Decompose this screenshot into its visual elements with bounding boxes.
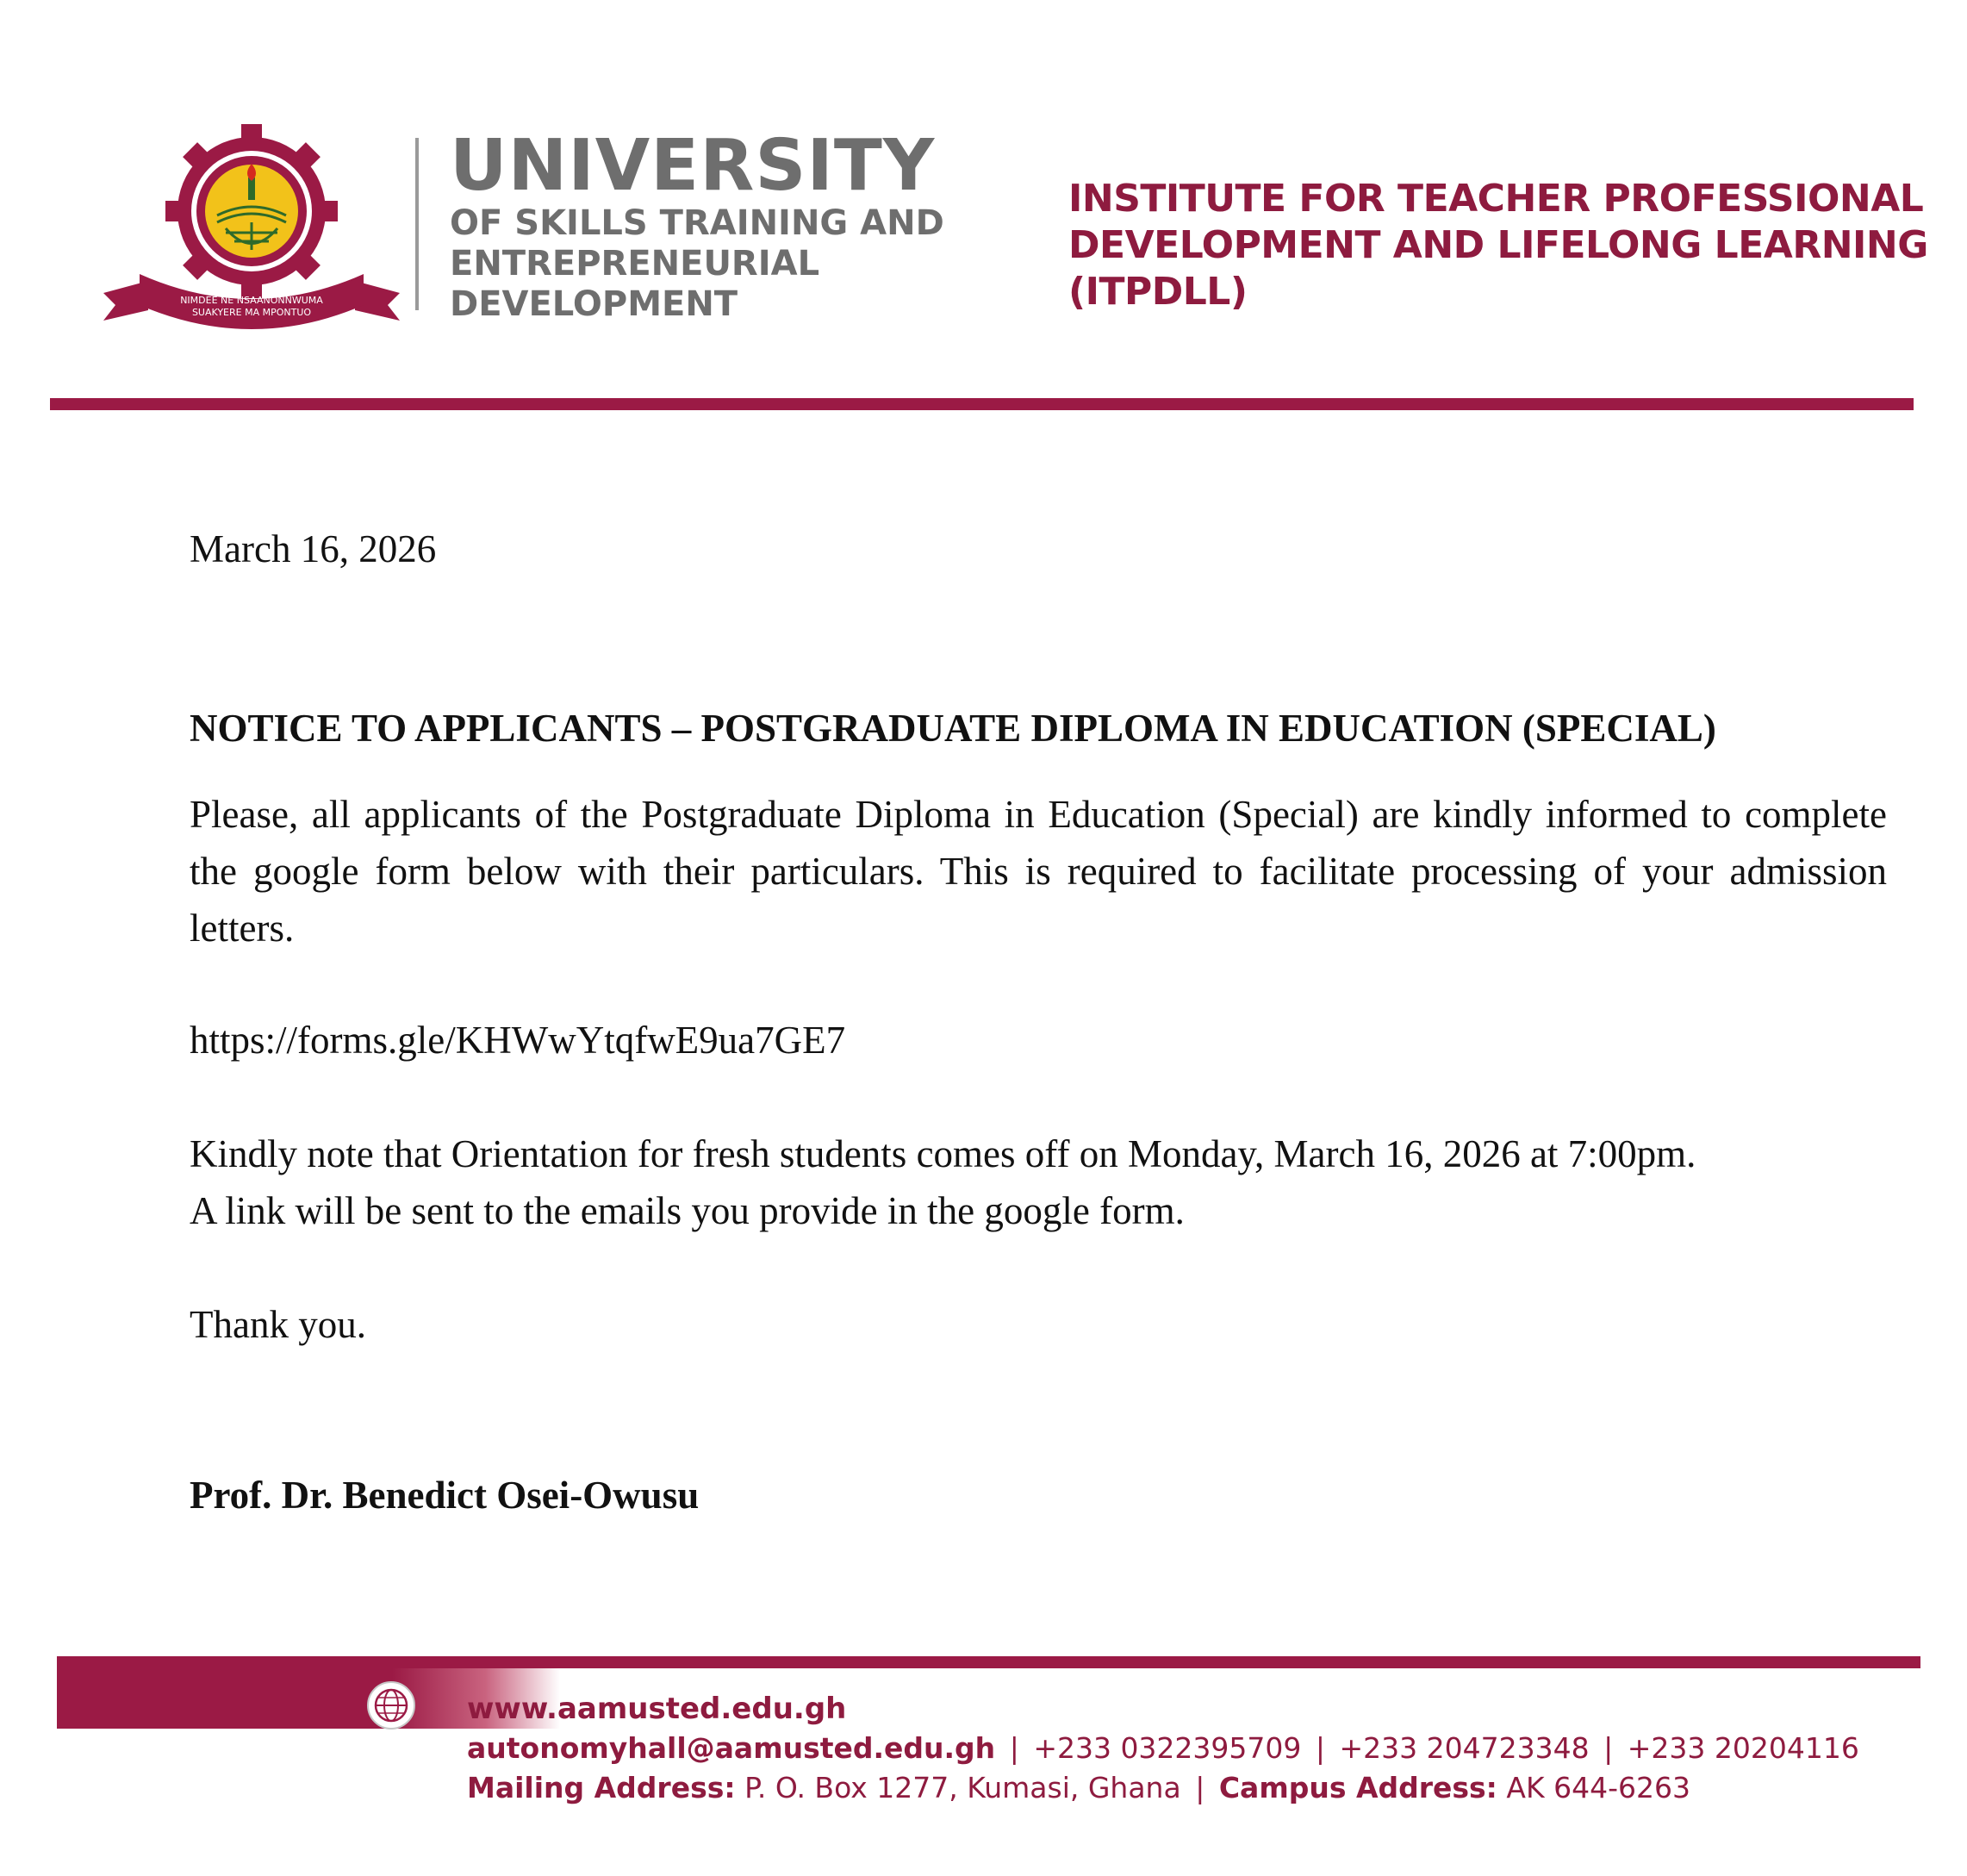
mailing-address-label: Mailing Address: [467, 1771, 736, 1804]
footer-phone-3[interactable]: +233 20204116 [1627, 1731, 1859, 1765]
closing-text: Thank you. [190, 1303, 366, 1346]
footer-contacts [467, 1689, 1859, 1808]
footer-address-line [467, 1768, 1859, 1808]
footer-phone-1[interactable]: +233 0322395709 [1033, 1731, 1302, 1765]
mailing-address-value: P. O. Box 1277, Kumasi, Ghana [744, 1771, 1181, 1804]
crest-motto-line1: NIMDEE NE NSAANONNWUMA [180, 295, 323, 306]
notice-paragraph-1: Please, all applicants of the Postgraduate Diploma in Education (Special) are kindly informed to complete the google form below with their particulars. This is required to facilitate processing of your admission letters. [190, 793, 1887, 950]
campus-address-value: AK 644-6263 [1506, 1771, 1690, 1804]
university-name-line4: DEVELOPMENT [450, 284, 738, 324]
letter-date: March 16, 2026 [190, 527, 437, 570]
footer-rule [57, 1656, 1920, 1668]
institute-name-line3: (ITPDLL) [1068, 270, 1248, 314]
header-rule [50, 398, 1914, 410]
university-name [450, 125, 944, 325]
globe-icon [366, 1680, 416, 1730]
university-crest-logo [96, 121, 407, 345]
signatory-name: Prof. Dr. Benedict Osei-Owusu [190, 1474, 700, 1517]
footer-phone-2[interactable]: +233 204723348 [1339, 1731, 1590, 1765]
header-divider [415, 138, 419, 310]
notice-paragraph-2 [190, 1125, 1887, 1239]
footer-separator: | [1195, 1771, 1205, 1804]
footer-website[interactable]: www.aamusted.edu.gh [467, 1692, 847, 1726]
campus-address-label: Campus Address: [1218, 1771, 1497, 1804]
university-name-line3: ENTREPRENEURIAL [450, 244, 820, 284]
institute-name-line2: DEVELOPMENT AND LIFELONG LEARNING [1068, 223, 1928, 267]
notice-heading: NOTICE TO APPLICANTS – POSTGRADUATE DIPLOMA IN EDUCATION (SPECIAL) [190, 707, 1716, 750]
notice-paragraph-2-line1: Kindly note that Orientation for fresh students comes off on Monday, March 16, 2026 at 7:00pm. [190, 1132, 1696, 1175]
google-form-link[interactable]: https://forms.gle/KHWwYtqfwE9ua7GE7 [190, 1019, 846, 1062]
institute-name [1068, 176, 1928, 315]
footer-separator: | [1315, 1731, 1326, 1765]
university-name-line2: OF SKILLS TRAINING AND [450, 203, 944, 243]
institute-name-line1: INSTITUTE FOR TEACHER PROFESSIONAL [1068, 177, 1924, 221]
crest-motto-line2: SUAKYERE MA MPONTUO [191, 307, 312, 318]
footer-contact-line [467, 1729, 1859, 1768]
university-name-line1: UNIVERSITY [450, 125, 936, 207]
footer-separator: | [1603, 1731, 1614, 1765]
footer-separator: | [1009, 1731, 1019, 1765]
notice-paragraph-2-line2: A link will be sent to the emails you provide in the google form. [190, 1189, 1185, 1232]
footer-email[interactable]: autonomyhall@aamusted.edu.gh [467, 1731, 996, 1765]
